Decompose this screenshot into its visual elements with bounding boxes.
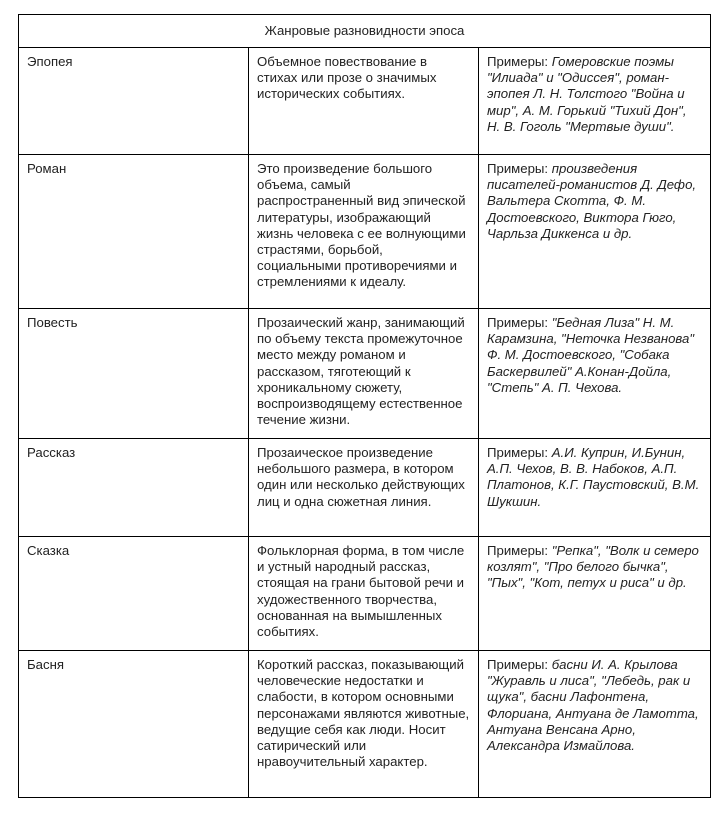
genre-cell: Басня — [19, 651, 249, 798]
examples-cell — [479, 651, 711, 798]
definition-cell: Это произведение большого объема, самый распространенный вид эпической литературы, изображающий жизнь человека с ее волнующими страстями, борьбой, социальными противоречиями и стремлениями к идеалу. — [249, 155, 479, 309]
genre-cell: Роман — [19, 155, 249, 309]
genre-table — [18, 14, 711, 798]
examples-cell — [479, 48, 711, 155]
examples-cell — [479, 309, 711, 439]
table-row — [19, 651, 711, 798]
examples-text: произведения писателей-романистов Д. Дефо, Вальтера Скотта, Ф. М. Достоевского, Виктора Гюго, Чарльза Диккенса и др. — [487, 161, 697, 241]
definition-cell: Объемное повествование в стихах или прозе о значимых исторических событиях. — [249, 48, 479, 155]
examples-text: Гомеровские поэмы "Илиада" и "Одиссея", роман-эпопея Л. Н. Толстого "Война и мир", А. М. Горький "Тихий Дон", Н. В. Гоголь "Мертвые души". — [487, 54, 687, 134]
examples-text: "Бедная Лиза" Н. М. Карамзина, "Неточка Незванова" Ф. М. Достоевского, "Собака Баскервилей" А.Конан-Дойла, "Степь" А. П. Чехова. — [487, 315, 695, 395]
table-row — [19, 155, 711, 309]
genre-cell: Повесть — [19, 309, 249, 439]
examples-label: Примеры: — [487, 543, 552, 558]
examples-cell — [479, 155, 711, 309]
genre-cell: Эпопея — [19, 48, 249, 155]
definition-cell: Прозаическое произведение небольшого размера, в котором один или несколько действующих лиц и одна сюжетная линия. — [249, 439, 479, 537]
examples-label: Примеры: — [487, 54, 552, 69]
table-row — [19, 439, 711, 537]
table-row — [19, 537, 711, 651]
definition-cell: Прозаический жанр, занимающий по объему текста промежуточное место между романом и рассказом, тяготеющий к хроникальному сюжету, воспроизводящему естественное течение жизни. — [249, 309, 479, 439]
examples-text: "Репка", "Волк и семеро козлят", "Про белого бычка", "Пых", "Кот, петух и риса" и др. — [487, 543, 699, 591]
table-header-row — [19, 15, 711, 48]
genre-cell: Рассказ — [19, 439, 249, 537]
examples-label: Примеры: — [487, 445, 552, 460]
definition-cell: Короткий рассказ, показывающий человеческие недостатки и слабости, в котором основными персонажами являются животные, ведущие себя как люди. Носит сатирический или нравоучительный характер. — [249, 651, 479, 798]
examples-label: Примеры: — [487, 315, 552, 330]
table-row — [19, 48, 711, 155]
table-row — [19, 309, 711, 439]
examples-cell — [479, 537, 711, 651]
examples-text: А.И. Куприн, И.Бунин, А.П. Чехов, В. В. Набоков, А.П. Платонов, К.Г. Паустовский, В.М. Шукшин. — [487, 445, 700, 509]
examples-cell — [479, 439, 711, 537]
examples-text: басни И. А. Крылова "Журавль и лиса", "Лебедь, рак и щука", басни Лафонтена, Флориана, Антуана де Ламотта, Антуана Венсана Арно, Александра Измайлова. — [487, 657, 699, 754]
examples-label: Примеры: — [487, 657, 552, 672]
examples-label: Примеры: — [487, 161, 552, 176]
genre-cell: Сказка — [19, 537, 249, 651]
definition-cell: Фольклорная форма, в том числе и устный народный рассказ, стоящая на грани бытовой речи и художественного творчества, основанная на вымышленных событиях. — [249, 537, 479, 651]
table-title: Жанровые разновидности эпоса — [19, 15, 711, 48]
